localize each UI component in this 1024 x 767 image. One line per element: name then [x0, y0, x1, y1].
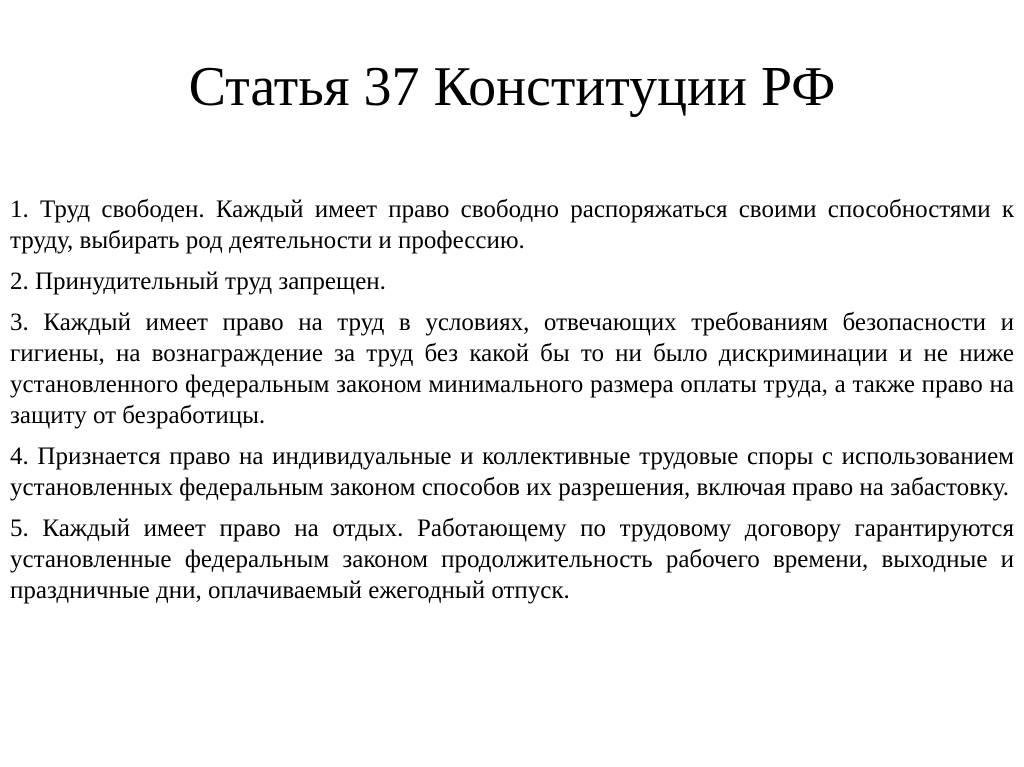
- clause-5: 5. Каждый имеет право на отдых. Работающему по трудовому договору гарантируются установленные федеральным законом продолжительность рабочего времени, выходные и праздничные дни, оплачиваемый ежегодный отпуск.: [10, 515, 1014, 604]
- article-body: [10, 194, 1014, 616]
- clause-3: 3. Каждый имеет право на труд в условиях, отвечающих требованиям безопасности и гигиены, на вознаграждение за труд без какой бы то ни было дискриминации и не ниже установленного федеральным законом минимального размера оплаты труда, а также право на защиту от безработицы.: [10, 309, 1014, 429]
- clause-1: 1. Труд свободен. Каждый имеет право свободно распоряжаться своими способностями к труду, выбирать род деятельности и профессию.: [10, 196, 1014, 254]
- clause-4: 4. Признается право на индивидуальные и коллективные трудовые споры с использованием установленных федеральным законом способов их разрешения, включая право на забастовку.: [10, 443, 1014, 501]
- slide-title: Статья 37 Конституции РФ: [188, 56, 836, 118]
- clause-2: 2. Принудительный труд запрещен.: [10, 268, 386, 295]
